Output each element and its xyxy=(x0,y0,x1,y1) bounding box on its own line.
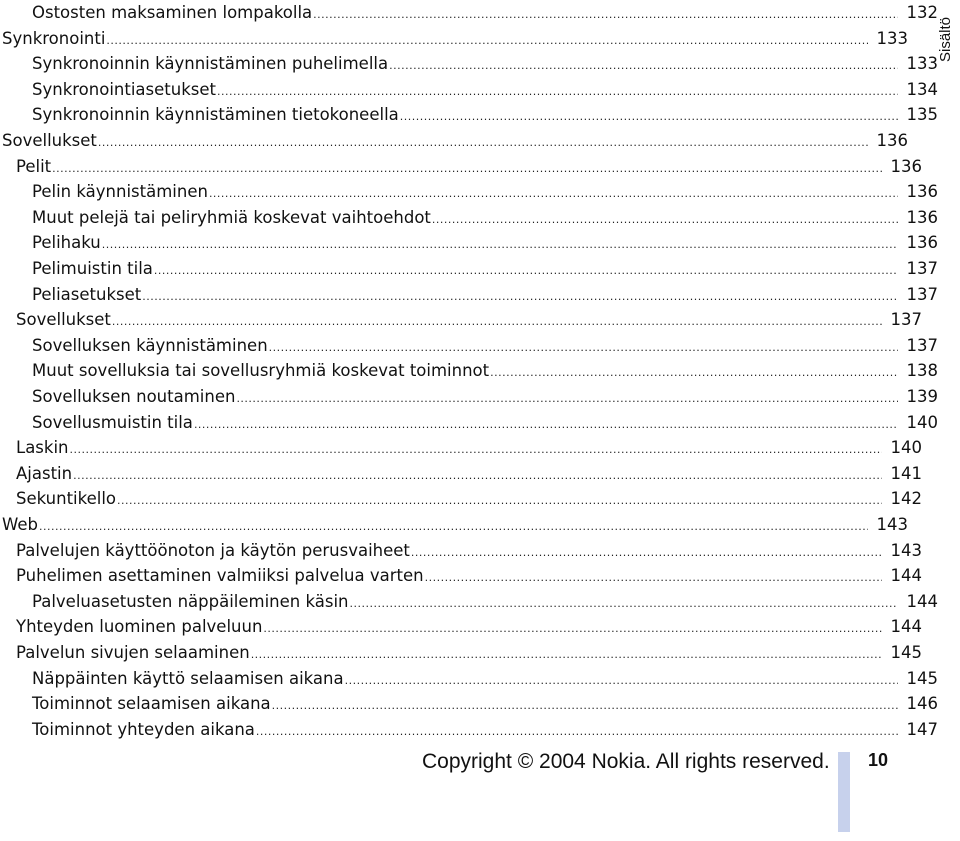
toc-entry-page: 133 xyxy=(876,28,908,48)
toc-leader-dots xyxy=(52,156,882,182)
toc-entry-page: 146 xyxy=(906,694,938,714)
toc-entry-page: 139 xyxy=(906,387,938,406)
toc-entry-page: 136 xyxy=(906,182,938,202)
toc-entry[interactable] xyxy=(0,486,922,512)
toc-entry-label: Palveluasetusten näppäileminen käsin xyxy=(32,591,349,611)
toc-entry-label: Sovelluksen noutaminen xyxy=(32,387,236,406)
toc-leader-dots xyxy=(269,335,898,361)
toc-entry-label: Synkronoinnin käynnistäminen tietokoneella xyxy=(32,105,399,125)
toc-entry-page: 138 xyxy=(906,361,938,381)
toc-entry[interactable] xyxy=(0,256,938,282)
toc-entry-label: Muut pelejä tai peliryhmiä koskevat vaihtoehdot xyxy=(32,207,431,227)
section-side-label: Sisältö xyxy=(937,16,954,62)
toc-leader-dots xyxy=(236,386,898,412)
toc-entry-page: 140 xyxy=(890,438,922,458)
toc-entry-label: Näppäinten käyttö selaamisen aikana xyxy=(32,668,344,688)
toc-leader-dots xyxy=(272,693,898,719)
toc-leader-dots xyxy=(490,360,898,386)
toc-leader-dots xyxy=(39,514,868,540)
toc-entry-label: Palvelun sivujen selaaminen xyxy=(16,643,250,662)
toc-entry[interactable] xyxy=(0,307,922,333)
toc-entry-page: 141 xyxy=(890,463,922,483)
toc-entry-label: Ostosten maksaminen lompakolla xyxy=(32,3,313,22)
toc-leader-dots xyxy=(194,412,898,438)
toc-entry[interactable] xyxy=(0,640,922,666)
toc-entry[interactable] xyxy=(0,333,938,359)
toc-entry-page: 136 xyxy=(876,131,908,150)
toc-leader-dots xyxy=(425,565,882,591)
toc-entry-label: Toiminnot yhteyden aikana xyxy=(32,719,255,739)
toc-leader-dots xyxy=(142,284,898,310)
toc-leader-dots xyxy=(411,540,882,566)
toc-entry[interactable] xyxy=(0,461,922,487)
toc-entry[interactable] xyxy=(0,205,938,231)
toc-entry[interactable] xyxy=(0,563,922,589)
toc-entry-label: Synkronointiasetukset xyxy=(32,79,216,99)
toc-entry-label: Sovellukset xyxy=(2,131,97,150)
toc-entry-page: 132 xyxy=(906,3,938,22)
toc-entry[interactable] xyxy=(0,384,938,410)
toc-entry[interactable] xyxy=(0,512,908,538)
toc-entry[interactable] xyxy=(0,230,938,256)
toc-leader-dots xyxy=(73,463,882,489)
toc-entry[interactable] xyxy=(0,26,908,52)
toc-entry-label: Muut sovelluksia tai sovellusryhmiä koskevat toiminnot xyxy=(32,361,490,381)
toc-entry-page: 134 xyxy=(906,79,938,99)
toc-leader-dots xyxy=(98,130,868,156)
toc-leader-dots xyxy=(256,719,898,745)
toc-entry-page: 136 xyxy=(890,156,922,176)
toc-entry-page: 137 xyxy=(890,310,922,330)
toc-leader-dots xyxy=(389,53,898,79)
toc-entry-label: Pelit xyxy=(16,156,52,176)
toc-entry[interactable] xyxy=(0,589,938,615)
toc-entry[interactable] xyxy=(0,410,938,436)
toc-entry[interactable] xyxy=(0,154,922,180)
toc-entry-page: 140 xyxy=(906,412,938,432)
toc-entry-page: 144 xyxy=(906,591,938,611)
toc-entry-label: Web xyxy=(2,515,38,534)
toc-leader-dots xyxy=(117,488,882,514)
toc-leader-dots xyxy=(70,437,883,463)
toc-entry-page: 135 xyxy=(906,105,938,125)
toc-entry-label: Pelimuistin tila xyxy=(32,259,153,278)
toc-leader-dots xyxy=(400,104,898,130)
toc-leader-dots xyxy=(106,28,868,54)
toc-entry-label: Ajastin xyxy=(16,463,73,483)
toc-entry[interactable] xyxy=(0,128,908,154)
toc-entry[interactable] xyxy=(0,358,938,384)
toc-entry[interactable] xyxy=(0,717,938,743)
toc-leader-dots xyxy=(432,207,898,233)
toc-entry-page: 144 xyxy=(890,617,922,637)
toc-entry[interactable] xyxy=(0,691,938,717)
toc-entry-label: Sovellusmuistin tila xyxy=(32,412,193,432)
toc-entry-page: 137 xyxy=(906,259,938,278)
toc-entry-page: 136 xyxy=(906,207,938,227)
toc-entry-label: Sekuntikello xyxy=(16,489,117,509)
toc-entry-label: Synkronointi xyxy=(2,28,106,48)
toc-leader-dots xyxy=(209,181,898,207)
toc-entry-page: 144 xyxy=(890,566,922,586)
toc-entry-page: 143 xyxy=(890,540,922,560)
toc-entry-label: Pelin käynnistäminen xyxy=(32,182,208,202)
toc-leader-dots xyxy=(313,2,898,28)
toc-entry-page: 145 xyxy=(890,643,922,662)
page-number: 10 xyxy=(868,750,889,770)
toc-leader-dots xyxy=(112,309,882,335)
toc-entry[interactable] xyxy=(0,614,922,640)
toc-entry[interactable] xyxy=(0,179,938,205)
toc-entry-page: 142 xyxy=(890,489,922,509)
toc-entry[interactable] xyxy=(0,666,938,692)
toc-entry-label: Peliasetukset xyxy=(32,284,142,304)
copyright-notice: Copyright © 2004 Nokia. All rights reserved. xyxy=(422,750,830,773)
toc-entry[interactable] xyxy=(0,538,922,564)
toc-entry-label: Sovelluksen käynnistäminen xyxy=(32,335,268,355)
toc-leader-dots xyxy=(350,591,899,617)
toc-entry-page: 143 xyxy=(876,515,908,534)
toc-leader-dots xyxy=(345,668,898,694)
toc-leader-dots xyxy=(217,79,898,105)
toc-entry[interactable] xyxy=(0,51,938,77)
toc-entry-page: 137 xyxy=(906,335,938,355)
toc-entry-page: 137 xyxy=(906,284,938,304)
toc-entry-page: 147 xyxy=(906,719,938,739)
accent-bar xyxy=(838,752,850,832)
toc-entry-page: 145 xyxy=(906,668,938,688)
toc-entry[interactable] xyxy=(0,77,938,103)
toc-entry-label: Yhteyden luominen palveluun xyxy=(16,617,263,637)
toc-entry-label: Pelihaku xyxy=(32,233,101,253)
toc-leader-dots xyxy=(102,232,898,258)
toc-entry-label: Laskin xyxy=(16,438,69,458)
toc-leader-dots xyxy=(251,642,882,668)
toc-entry-label: Synkronoinnin käynnistäminen puhelimella xyxy=(32,54,389,74)
toc-entry-label: Puhelimen asettaminen valmiiksi palvelua varten xyxy=(16,566,424,586)
toc-entry[interactable] xyxy=(0,282,938,308)
toc-leader-dots xyxy=(263,616,882,642)
toc-entry-label: Sovellukset xyxy=(16,310,111,330)
toc-entry-label: Toiminnot selaamisen aikana xyxy=(32,694,271,714)
toc-entry[interactable] xyxy=(0,435,922,461)
toc-entry-page: 133 xyxy=(906,54,938,74)
toc-leader-dots xyxy=(154,258,898,284)
toc-entry-page: 136 xyxy=(906,233,938,253)
toc-entry-label: Palvelujen käyttöönoton ja käytön perusvaiheet xyxy=(16,540,410,560)
toc-entry[interactable] xyxy=(0,102,938,128)
toc-entry[interactable] xyxy=(0,0,938,26)
